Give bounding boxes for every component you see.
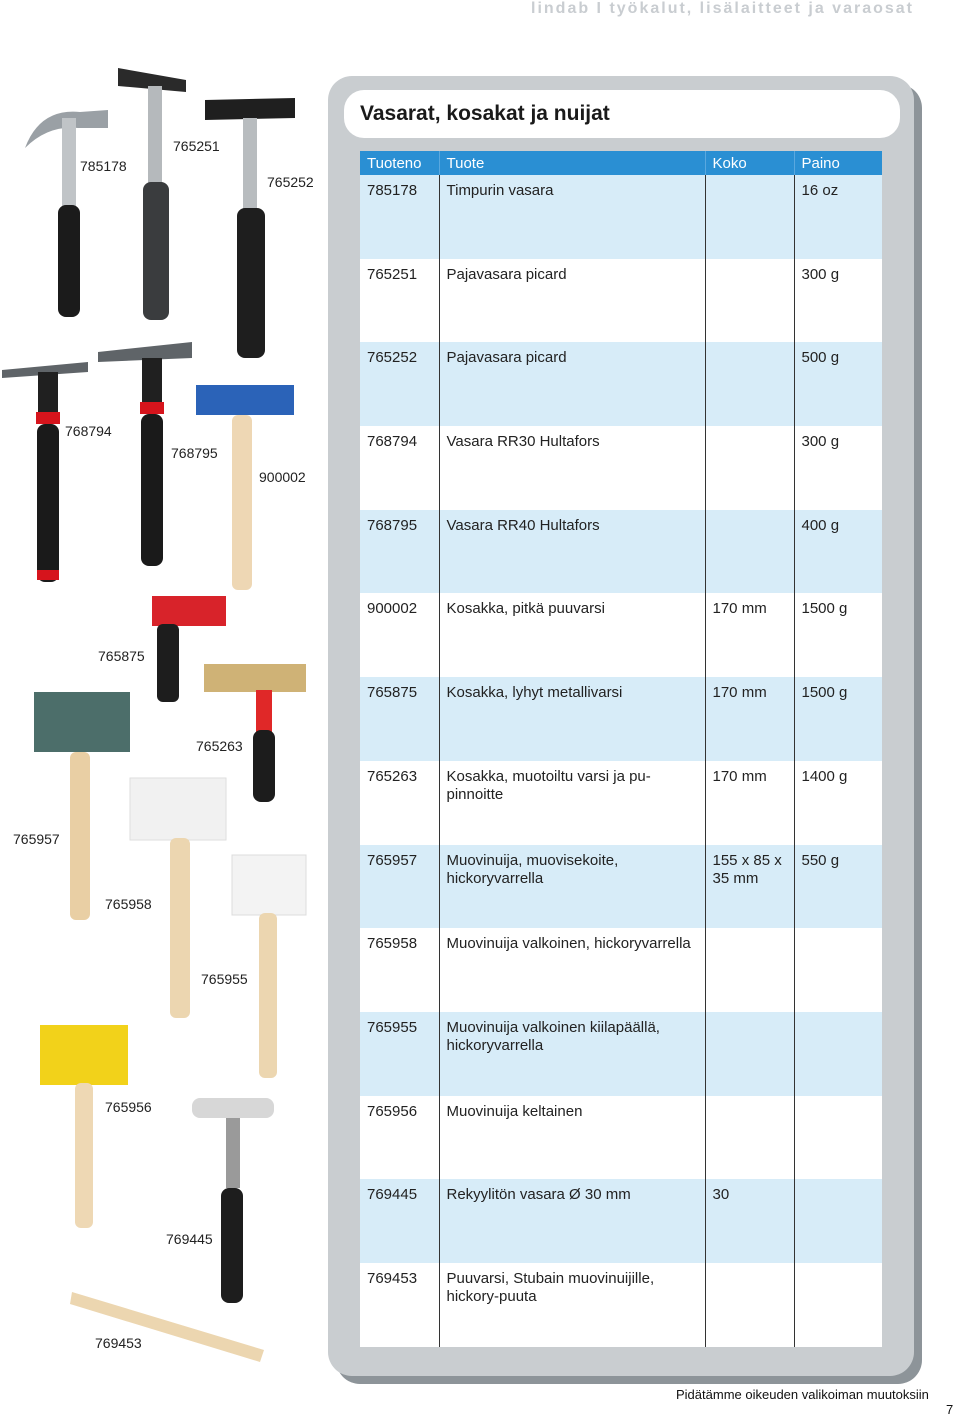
table-row — [360, 175, 882, 259]
hultafors-rr30-image — [2, 362, 88, 582]
dead-blow-hammer-image — [192, 1098, 274, 1303]
cell-code: 765252 — [360, 342, 439, 426]
cell-size — [705, 259, 794, 343]
cell-weight: 16 oz — [794, 175, 882, 259]
table-row — [360, 426, 882, 510]
cell-product: Puuvarsi, Stubain muovinuijille, hickory-puuta — [439, 1263, 705, 1347]
image-label-785178: 785178 — [80, 158, 127, 174]
table-row — [360, 928, 882, 1012]
cell-size: 170 mm — [705, 677, 794, 761]
forging-hammer-image — [118, 68, 186, 320]
table-row — [360, 593, 882, 677]
image-label-765251: 765251 — [173, 138, 220, 154]
page-title: Vasarat, kosakat ja nuijat — [360, 102, 610, 125]
image-label-769445: 769445 — [166, 1231, 213, 1247]
column-header-product: Tuote — [439, 151, 705, 175]
table-row — [360, 342, 882, 426]
cell-code: 765875 — [360, 677, 439, 761]
cell-weight: 1500 g — [794, 677, 882, 761]
column-header-size: Koko — [705, 151, 794, 175]
sledge-long-handle-image — [196, 385, 294, 590]
cell-size — [705, 426, 794, 510]
product-table — [360, 151, 882, 1347]
cell-weight — [794, 1263, 882, 1347]
cell-weight: 300 g — [794, 426, 882, 510]
plastic-mallet-yellow-image — [40, 1025, 128, 1228]
cell-product: Muovinuija valkoinen, hickoryvarrella — [439, 928, 705, 1012]
cell-weight — [794, 1096, 882, 1180]
table-row — [360, 1096, 882, 1180]
image-label-765958: 765958 — [105, 896, 152, 912]
cell-code: 765958 — [360, 928, 439, 1012]
cell-size: 170 mm — [705, 761, 794, 845]
cell-code: 765251 — [360, 259, 439, 343]
cell-size — [705, 1012, 794, 1096]
table-row — [360, 259, 882, 343]
cell-code: 769453 — [360, 1263, 439, 1347]
cell-code: 765957 — [360, 845, 439, 929]
cell-product: Pajavasara picard — [439, 342, 705, 426]
page-header: lindab I työkalut, lisälaitteet ja varaosat — [531, 0, 914, 17]
cell-size — [705, 510, 794, 594]
image-label-768794: 768794 — [65, 423, 112, 439]
table-row — [360, 845, 882, 929]
image-label-900002: 900002 — [259, 469, 306, 485]
table-row — [360, 1179, 882, 1263]
cell-weight: 1500 g — [794, 593, 882, 677]
table-row — [360, 1012, 882, 1096]
cell-size — [705, 1096, 794, 1180]
footer-note: Pidätämme oikeuden valikoiman muutoksiin — [676, 1387, 929, 1402]
table-row — [360, 510, 882, 594]
cell-size: 170 mm — [705, 593, 794, 677]
cell-product: Kosakka, lyhyt metallivarsi — [439, 677, 705, 761]
cell-weight: 300 g — [794, 259, 882, 343]
cell-weight — [794, 928, 882, 1012]
image-label-765957: 765957 — [13, 831, 60, 847]
image-label-768795: 768795 — [171, 445, 218, 461]
cell-product: Vasara RR40 Hultafors — [439, 510, 705, 594]
forging-hammer-large-image — [205, 98, 295, 358]
cell-product: Muovinuija valkoinen kiilapäällä, hickoryvarrella — [439, 1012, 705, 1096]
image-label-765875: 765875 — [98, 648, 145, 664]
cell-weight: 1400 g — [794, 761, 882, 845]
cell-weight: 500 g — [794, 342, 882, 426]
image-label-769453: 769453 — [95, 1335, 142, 1351]
cell-code: 765955 — [360, 1012, 439, 1096]
cell-weight: 400 g — [794, 510, 882, 594]
plastic-mallet-wedge-image — [232, 855, 306, 1078]
cell-weight — [794, 1179, 882, 1263]
cell-code: 769445 — [360, 1179, 439, 1263]
cell-product: Rekyylitön vasara Ø 30 mm — [439, 1179, 705, 1263]
cell-size — [705, 342, 794, 426]
cell-size — [705, 1263, 794, 1347]
table-row — [360, 1263, 882, 1347]
column-header-code: Tuoteno — [360, 151, 439, 175]
image-label-765955: 765955 — [201, 971, 248, 987]
table-header-row — [360, 151, 882, 175]
image-label-765956: 765956 — [105, 1099, 152, 1115]
cell-product: Muovinuija keltainen — [439, 1096, 705, 1180]
cell-weight — [794, 1012, 882, 1096]
cell-product: Kosakka, pitkä puuvarsi — [439, 593, 705, 677]
cell-product: Timpurin vasara — [439, 175, 705, 259]
cell-size — [705, 175, 794, 259]
cell-code: 765263 — [360, 761, 439, 845]
plastic-mallet-mixed-image — [34, 692, 130, 920]
cell-code: 768795 — [360, 510, 439, 594]
cell-code: 765956 — [360, 1096, 439, 1180]
cell-product: Pajavasara picard — [439, 259, 705, 343]
cell-product: Muovinuija, muovisekoite, hickoryvarrella — [439, 845, 705, 929]
cell-size: 155 x 85 x 35 mm — [705, 845, 794, 929]
cell-size: 30 — [705, 1179, 794, 1263]
cell-code: 785178 — [360, 175, 439, 259]
column-header-weight: Paino — [794, 151, 882, 175]
cell-product: Kosakka, muotoiltu varsi ja pu-pinnoitte — [439, 761, 705, 845]
table-row — [360, 677, 882, 761]
cell-code: 768794 — [360, 426, 439, 510]
image-label-765263: 765263 — [196, 738, 243, 754]
table-row — [360, 761, 882, 845]
image-label-765252: 765252 — [267, 174, 314, 190]
cell-weight: 550 g — [794, 845, 882, 929]
cell-product: Vasara RR30 Hultafors — [439, 426, 705, 510]
cell-size — [705, 928, 794, 1012]
page-number: 7 — [946, 1402, 954, 1417]
tool-illustrations — [0, 0, 330, 1417]
cell-code: 900002 — [360, 593, 439, 677]
claw-hammer-image — [25, 110, 108, 317]
